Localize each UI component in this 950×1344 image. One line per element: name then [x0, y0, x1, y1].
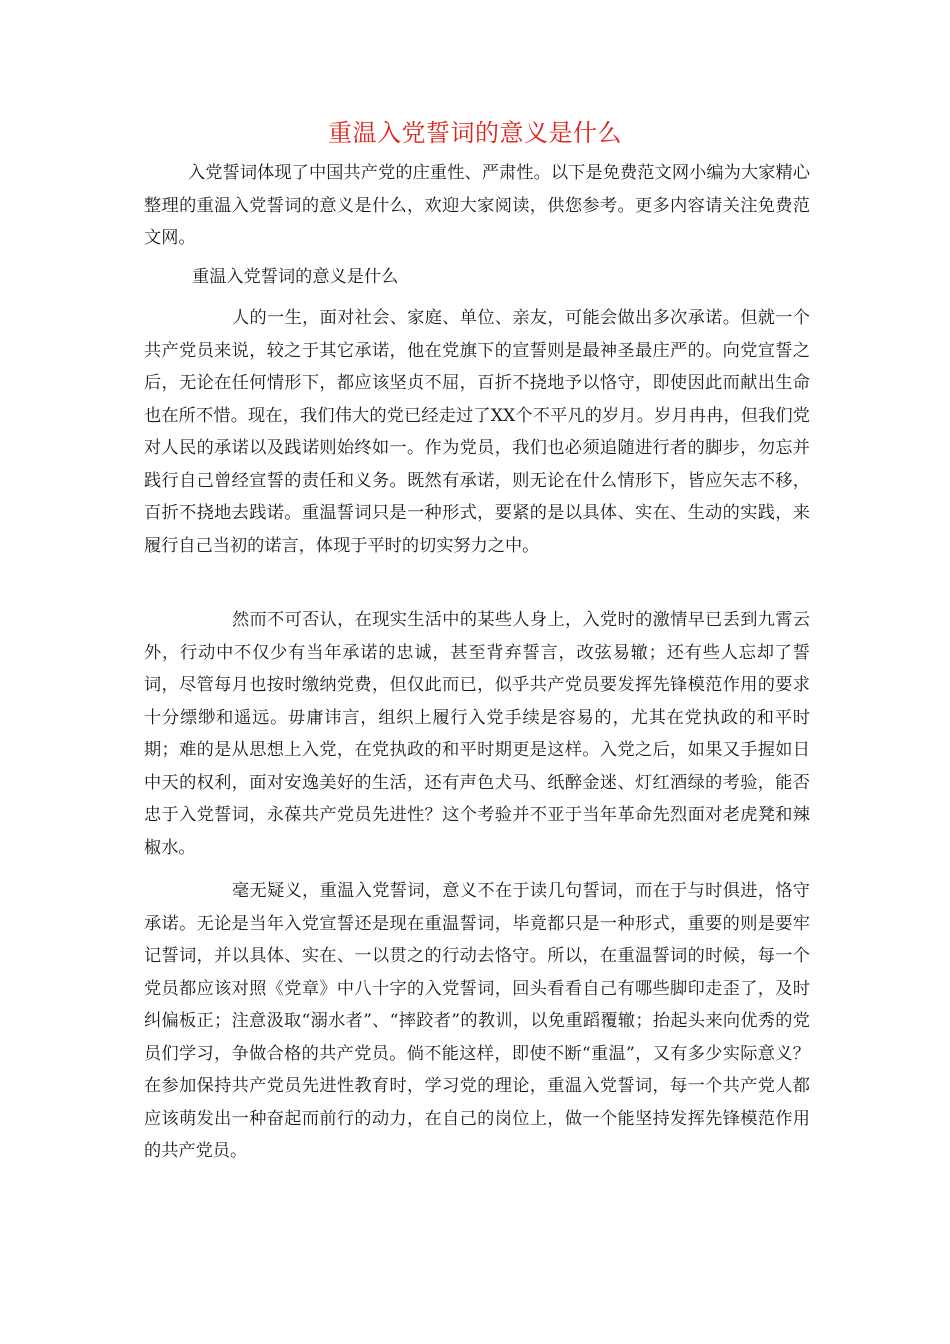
section-heading: 重温入党誓词的意义是什么	[192, 267, 399, 287]
body-paragraph-1: 人的一生，面对社会、家庭、单位、亲友，可能会做出多次承诺。但就一个共产党员来说，较之于其它承诺，他在党旗下的宣誓则是最神圣最庄严的。向党宣誓之后，无论在任何情形下，都应该坚贞不屈，百折不挠地予以恪守，即使因此而献出生命也在所不惜。现在，我们伟大的党已经走过了XX个不平凡的岁月。岁月冉冉，但我们党对人民的承诺以及践诺则始终如一。作为党员，我们也必须追随进行者的脚步，勿忘并践行自己曾经宣誓的责任和义务。既然有承诺，则无论在什么情形下，皆应矢志不移，百折不挠地去践诺。重温誓词只是一种形式，要紧的是以具体、实在、生动的实践，来履行自己当初的诺言，体现于平时的切实努力之中。	[144, 308, 810, 556]
document-title: 重温入党誓词的意义是什么	[328, 119, 622, 147]
body-paragraph-2: 然而不可否认，在现实生活中的某些人身上，入党时的激情早已丢到九霄云外，行动中不仅少有当年承诺的忠诚，甚至背弃誓言，改弦易辙；还有些人忘却了誓词，尽管每月也按时缴纳党费，但仅此而已，似乎共产党员要发挥先锋模范作用的要求十分缥缈和遥远。毋庸讳言，组织上履行入党手续是容易的，尤其在党执政的和平时期；难的是从思想上入党，在党执政的和平时期更是这样。入党之后，如果又手握如日中天的权利，面对安逸美好的生活，还有声色犬马、纸醉金迷、灯红酒绿的考验，能否忠于入党誓词，永葆共产党员先进性？这个考验并不亚于当年革命先烈面对老虎凳和辣椒水。	[144, 610, 810, 858]
intro-paragraph: 入党誓词体现了中国共产党的庄重性、严肃性。以下是免费范文网小编为大家精心整理的重温入党誓词的意义是什么，欢迎大家阅读，供您参考。更多内容请关注免费范文网。	[144, 163, 810, 248]
body-paragraph-3: 毫无疑义，重温入党誓词，意义不在于读几句誓词，而在于与时俱进，恪守承诺。无论是当年入党宣誓还是现在重温誓词，毕竟都只是一种形式，重要的则是要牢记誓词，并以具体、实在、一以贯之的行动去恪守。所以，在重温誓词的时候，每一个党员都应该对照《党章》中八十字的入党誓词，回头看看自己有哪些脚印走歪了，及时纠偏板正；注意汲取“溺水者”、“摔跤者”的教训，以免重蹈覆辙；抬起头来向优秀的党员们学习，争做合格的共产党员。倘不能这样，即使不断“重温”，又有多少实际意义？在参加保持共产党员先进性教育时，学习党的理论，重温入党誓词，每一个共产党人都应该萌发出一种奋起而前行的动力，在自己的岗位上，做一个能坚持发挥先锋模范作用的共产党员。	[144, 881, 810, 1161]
